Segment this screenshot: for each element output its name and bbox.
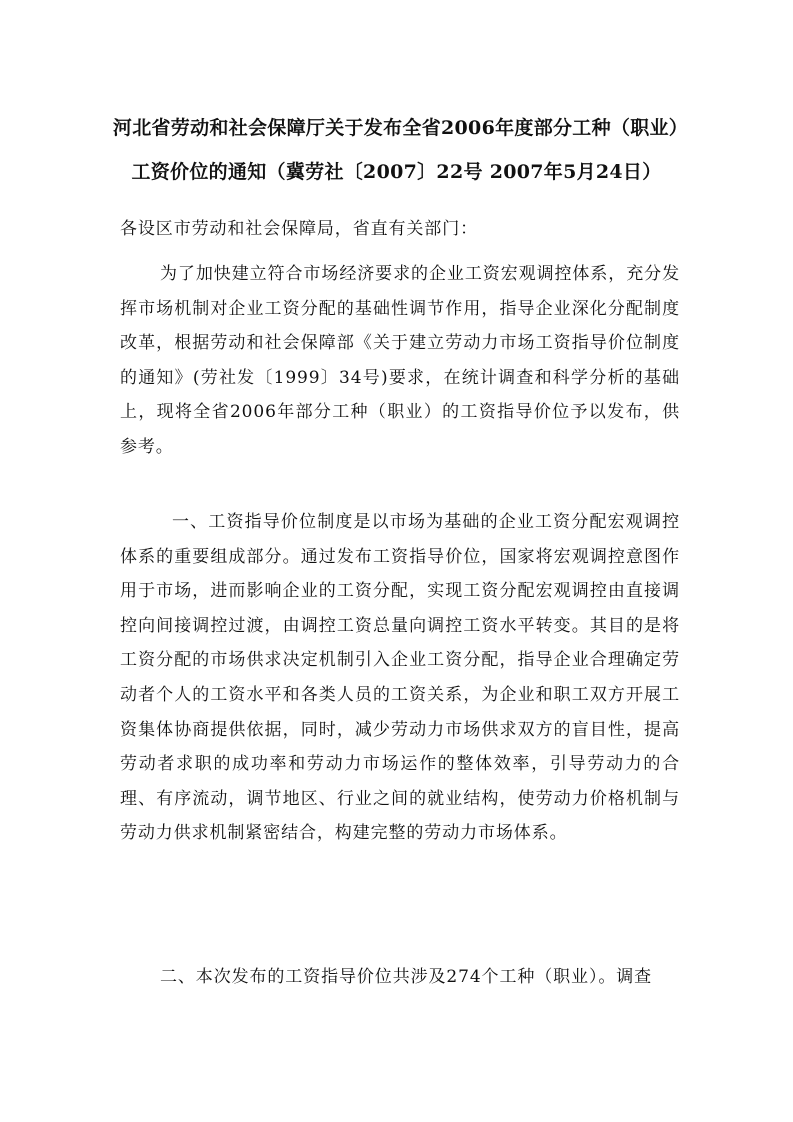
paragraph-section-two: 二、本次发布的工资指导价位共涉及274个工种（职业）。调查 <box>160 967 653 987</box>
paragraph-intro: 为了加快建立符合市场经济要求的企业工资宏观调控体系，充分发挥市场机制对企业工资分配的基础性调节作用，指导企业深化分配制度改革，根据劳动和社会保障部《关于建立劳动力市场工资指导价位制度的通知》(劳社发〔1999〕34号)要求，在统计调查和科学分析的基础上，现将全省2006年部分工种（职业）的工资指导价位予以发布，供参考。 <box>120 264 680 457</box>
document-title-line-1: 河北省劳动和社会保障厅关于发布全省2006年度部分工种（职业） <box>112 117 689 139</box>
document-title-line-2: 工资价位的通知（冀劳社〔2007〕22号 2007年5月24日） <box>131 161 662 183</box>
paragraph-section-one: 一、工资指导价位制度是以市场为基础的企业工资分配宏观调控体系的重要组成部分。通过发布工资指导价位，国家将宏观调控意图作用于市场，进而影响企业的工资分配，实现工资分配宏观调控由直接调控向间接调控过渡，由调控工资总量向调控工资水平转变。其目的是将工资分配的市场供求决定机制引入企业工资分配，指导企业合理确定劳动者个人的工资水平和各类人员的工资关系，为企业和职工双方开展工资集体协商提供依据，同时，减少劳动力市场供求双方的盲目性，提高劳动者求职的成功率和劳动力市场运作的整体效率，引导劳动力的合理、有序流动，调节地区、行业之间的就业结构，使劳动力价格机制与劳动力供求机制紧密结合，构建完整的劳动力市场体系。 <box>120 512 680 844</box>
salutation: 各设区市劳动和社会保障局，省直有关部门： <box>120 219 478 239</box>
